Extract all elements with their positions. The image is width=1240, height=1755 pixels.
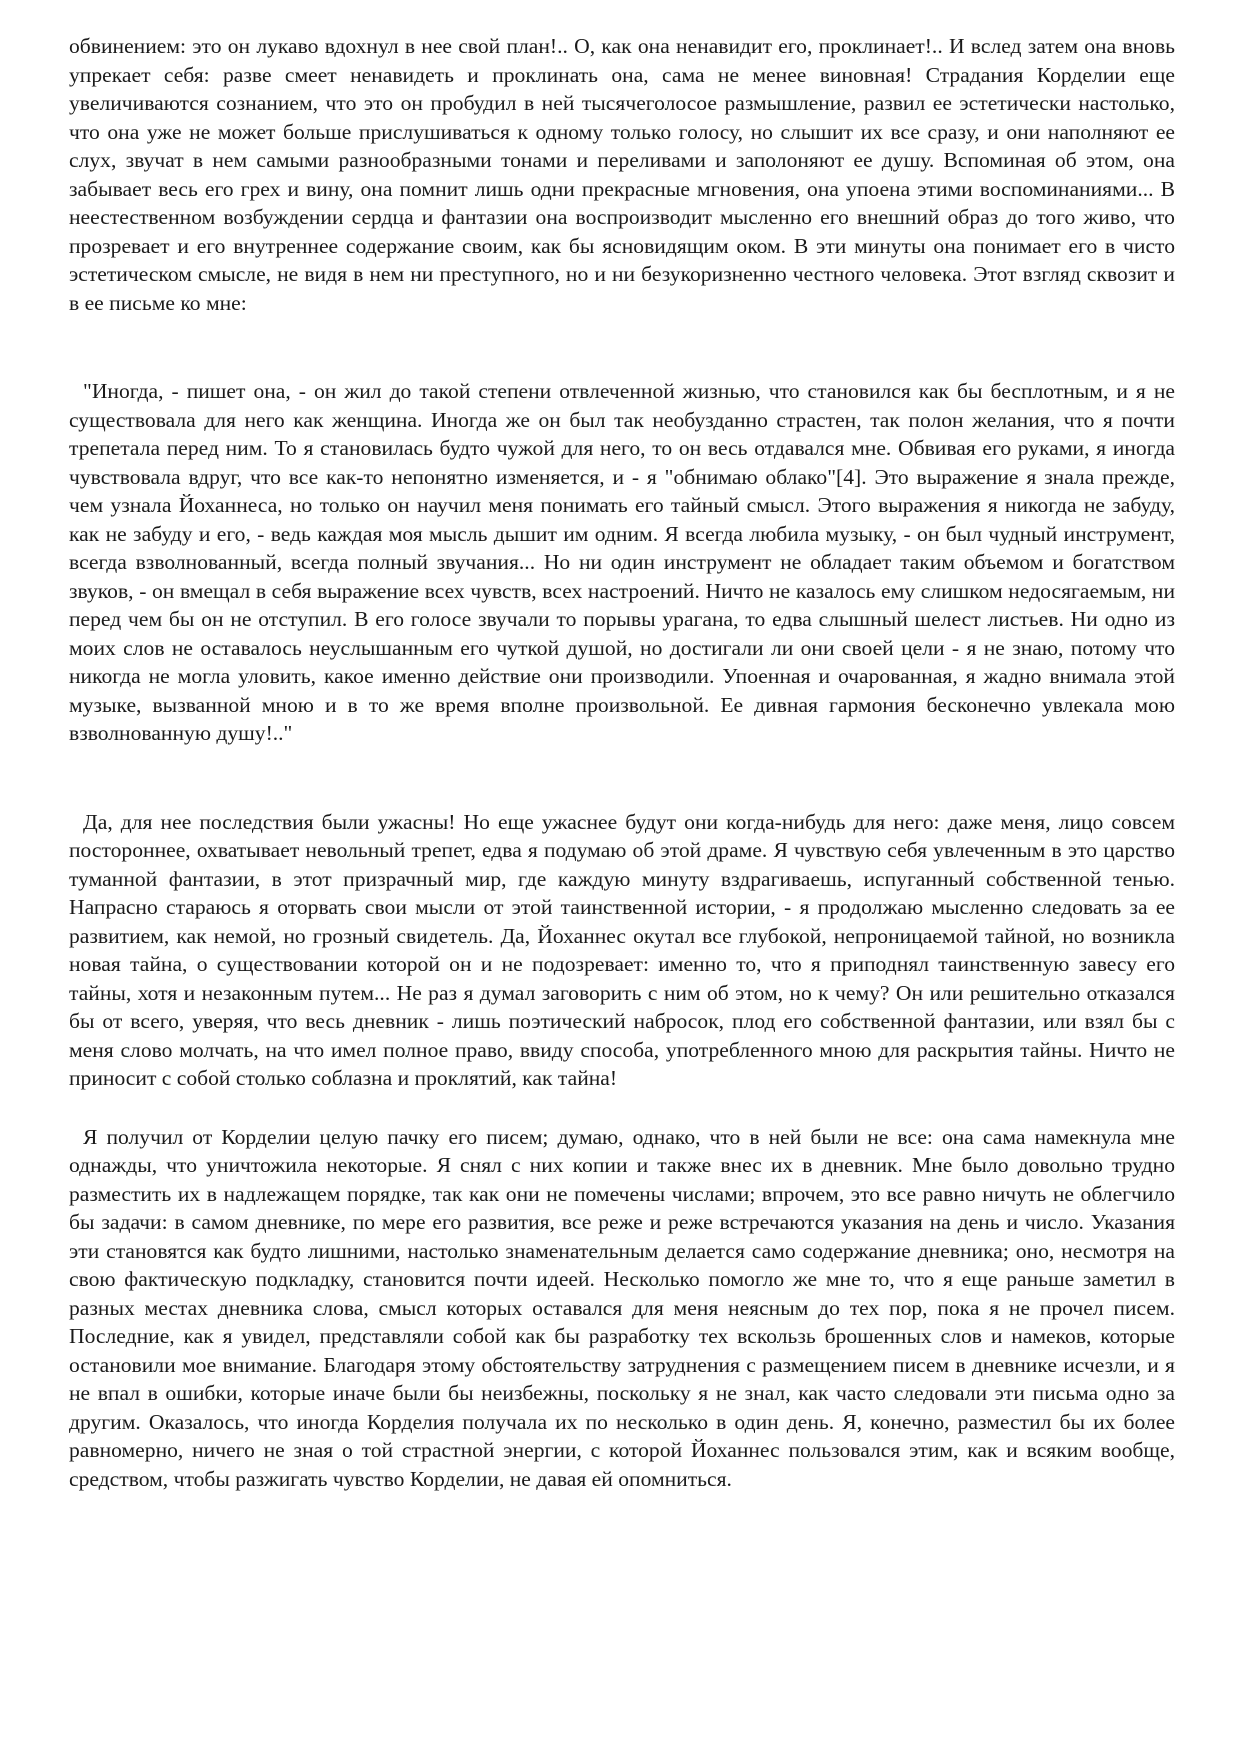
text-line: получала их по несколько в один день. Я, конечно, разместил бы их более равномерно, ничего не зная о	[69, 1409, 1175, 1462]
text-line: обвинением: это он лукаво вдохнул в нее свой план!.. О, как она ненавидит его, проклинает!.. И вслед	[69, 34, 1022, 58]
text-line: Я получил от Корделии целую пачку его писем; думаю, однако, что в ней были не все: она сама	[83, 1124, 1026, 1149]
text-line: лицо совсем постороннее, охватывает невольный трепет, едва я подумаю об этой драме. Я чувствую	[69, 809, 1175, 862]
text-line: настолько знаменательным делается само содержание дневника; оно, несмотря на свою фактическую	[69, 1238, 1176, 1291]
text-line: решительно отказался бы от всего, уверяя, что весь дневник - лишь поэтический набросок, плод его	[69, 980, 1175, 1033]
text-line: как тайна!	[522, 1066, 618, 1090]
text-line: только голосу, но слышит их все сразу, и они наполняют ее слух, звучат в нем самыми разнообразными	[69, 119, 1176, 172]
text-line: душу!.."	[216, 721, 293, 745]
text-line: возбуждении сердца и фантазии она воспроизводит мысленно его внешний образ до того живо, что	[223, 205, 1175, 229]
text-line: подкладку, становится почти идеей. Несколько помогло же мне то, что я еще раньше заметил в разных	[69, 1267, 1175, 1320]
text-line: слишком недосягаемым, ни перед чем бы он не отступил. В его голосе звучали то порывы урагана, то	[69, 578, 1175, 631]
text-line: употребленного мною для раскрытия тайны. Ничто не приносит с собой столько соблазна и проклятий,	[69, 1037, 1175, 1090]
text-line: Последние, как я увидел, представляли собой как бы разработку тех вскользь брошенных слов и	[69, 1324, 1003, 1348]
text-line: намеков, которые остановили мое внимание. Благодаря этому обстоятельству затруднения с	[69, 1324, 1175, 1377]
text-line: существовании которой он и не подозревает: именно то, что я приподнял таинственную завесу его	[216, 952, 1175, 976]
paragraph-1	[69, 32, 1175, 317]
text-line: его в чисто эстетическом смысле, не видя в нем ни преступного, но и ни безукоризненно честного	[69, 233, 1175, 286]
text-line: затем она вновь упрекает себя: разве смеет ненавидеть и проклинать она, сама не менее виновная!	[69, 34, 1176, 87]
text-line: реже и реже встречаются указания на день и число. Указания эти становятся как будто лишними,	[69, 1210, 1175, 1263]
text-line: намекнула мне однажды, что уничтожила некоторые. Я снял с них копии и также внес их в дневник.	[69, 1124, 1175, 1177]
text-line: тайны, хотя и незаконным путем... Не раз я думал заговорить с ним об этом, но к чему? Он или	[69, 980, 964, 1005]
text-line: вздрагиваешь, испуганный собственной тенью. Напрасно стараюсь я оторвать свои мысли от этой	[69, 866, 1175, 919]
text-line: но достигали ли они своей цели - я не знаю, потому что никогда не могла уловить, какое именно	[69, 635, 1175, 688]
text-line: так полон желания, что я почти трепетала перед ним. То я становилась будто чужой для него, то он весь	[69, 407, 1175, 460]
text-line: - я "обнимаю облако"[4]. Это выражение я знала прежде, чем узнала Йоханнеса, но только он научил	[69, 464, 1175, 517]
text-line: Мне было довольно трудно разместить их в надлежащем порядке, так как они не помечены числами;	[69, 1153, 1175, 1206]
text-line: впрочем, это все равно ничуть не облегчило бы задачи: в самом дневнике, по мере его развития, все	[69, 1181, 1176, 1234]
text-line: помнит лишь одни прекрасные мгновения, она упоена этими воспоминаниями... В неестественном	[69, 176, 1175, 229]
text-line: местах дневника слова, смысл которых оставался для меня неясным до тех пор, пока я не прочел писем.	[144, 1295, 1175, 1320]
text-line: меня понимать его тайный смысл. Этого выражения я никогда не забуду, как не забуду и его, - ведь	[69, 493, 1176, 546]
text-line: взволнованный, всегда полный звучания... Но ни один инструмент не обладает таким объемом и	[135, 550, 1064, 574]
text-line: размещением писем в дневнике исчезли, и я не впал в ошибки, которые иначе были бы неизбежны,	[69, 1352, 1175, 1405]
text-line: каждая моя мысль дышит им одним. Я всегда любила музыку, - он был чудный инструмент, всегда	[69, 521, 1175, 574]
text-line: то же время вполне произвольной. Ее дивная гармония бесконечно увлекала мою взволнованную	[69, 692, 1175, 745]
text-line: прозревает и его внутреннее содержание своим, как бы ясновидящим оком. В эти минуты она понимает	[69, 233, 1061, 258]
text-line: тонами и переливами и заполоняют ее душу. Вспоминая об этом, она забывает весь его грех и вину, она	[69, 148, 1175, 201]
text-line: отдавался мне. Обвивая его руками, я иногда чувствовала вдруг, что все как-то непонятно изменяется, и	[69, 436, 1176, 489]
paragraph-3	[69, 808, 1175, 1093]
paragraph-2-letter-quote	[69, 377, 1175, 748]
text-line: таинственной истории, - я продолжаю мысленно следовать за ее развитием, как немой, но грозный	[69, 895, 1175, 948]
text-line: той страстной энергии, с которой Йоханнес пользовался этим, как и всяким вообще, средством, чтобы	[69, 1438, 1175, 1491]
text-line: себя увлеченным в это царство туманной фантазии, в этот призрачный мир, где каждую минуту	[69, 838, 1175, 891]
paragraph-4	[69, 1123, 1175, 1494]
text-line: собственной фантазии, или взял бы с меня слово молчать, на что имел полное право, ввиду способа,	[69, 1009, 1175, 1062]
text-line: свидетель. Да, Йоханнес окутал все глубокой, непроницаемой тайной, но возникла новая тайна, о	[69, 923, 1175, 976]
text-line: размышление, развил ее эстетически настолько, что она уже не может больше прислушиваться к одному	[69, 91, 1175, 144]
text-line: бесплотным, и я не существовала для него как женщина. Иногда же он был так необузданно страстен,	[69, 379, 1175, 432]
text-line: Страдания Корделии еще увеличиваются сознанием, что это он пробудил в ней тысячеголосое	[69, 62, 1175, 115]
text-line: богатством звуков, - он вмещал в себя выражение всех чувств, всех настроений. Ничто не казалось ему	[69, 550, 1175, 603]
text-line: разжигать чувство Корделии, не давая ей опомниться.	[235, 1466, 732, 1491]
text-line: действие они производили. Упоенная и очарованная, я жадно внимала этой музыке, вызванной мною и в	[69, 664, 1175, 717]
text-line: человека. Этот взгляд сквозит и в ее письме ко мне:	[69, 262, 1175, 315]
text-line: Да, для нее последствия были ужасны! Но еще ужаснее будут они когда-нибудь для него: даже меня,	[83, 809, 1051, 834]
document-page	[69, 32, 1175, 1493]
text-line: поскольку я не знал, как часто следовали эти письма одно за другим. Оказалось, что иногда Корделия	[69, 1381, 1176, 1434]
text-line: "Иногда, - пишет она, - он жил до такой степени отвлеченной жизнью, что становился как бы	[83, 379, 983, 403]
text-line: едва слышный шелест листьев. Ни одно из моих слов не оставалось неуслышанным его чуткой душой,	[69, 607, 1175, 660]
